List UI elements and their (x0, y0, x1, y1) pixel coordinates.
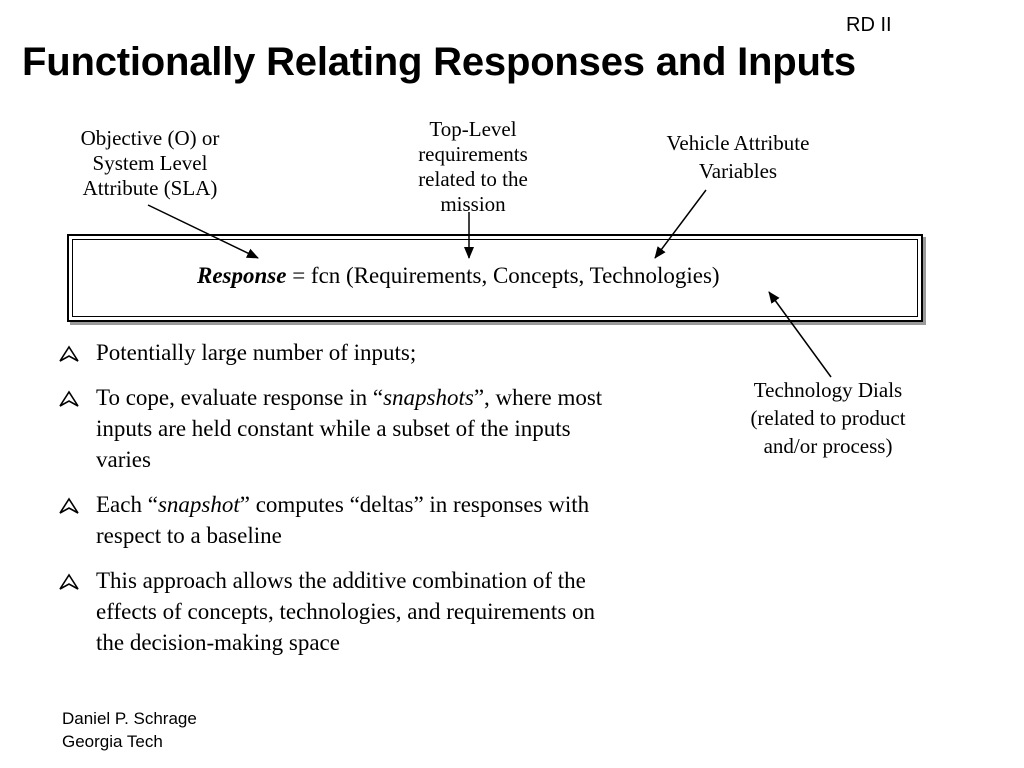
hollow-arrowhead-icon (58, 345, 80, 363)
label-line: Top-Level (429, 117, 517, 141)
bullet-text: ” computes “deltas” in responses with respect to a baseline (96, 492, 590, 548)
bullet-item (58, 337, 618, 368)
label-line: (related to product (750, 406, 906, 430)
label-line: requirements (418, 142, 528, 166)
label-line: Variables (698, 159, 778, 183)
label-line: and/or process) (763, 434, 893, 458)
footer (62, 707, 197, 753)
bullet-text: ”, where most inputs are held constant while a subset of the inputs varies (96, 385, 603, 472)
hollow-arrowhead-icon (58, 497, 80, 515)
bullet-text: This approach allows the additive combination of the effects of concepts, technologies, and requirements on the decision-making space (96, 568, 596, 655)
pointer-arrow-icon (148, 205, 258, 258)
equation-function: = fcn (Requirements, Concepts, Technologies) (286, 263, 720, 288)
footer-institution: Georgia Tech (62, 732, 163, 751)
bullet-emphasis: snapshots (383, 385, 474, 410)
bullet-text: Each “ (96, 492, 158, 517)
label-line: System Level (92, 151, 208, 175)
label-line: mission (440, 192, 506, 216)
bullet-text: To cope, evaluate response in “ (96, 385, 384, 410)
bullet-item (58, 382, 618, 475)
equation-response-term: Response (197, 263, 287, 288)
bullet-item (58, 489, 618, 551)
slide-title: Functionally Relating Responses and Inputs (22, 40, 856, 84)
bullet-text: Potentially large number of inputs; (96, 340, 417, 365)
label-line: related to the (418, 167, 528, 191)
label-line: Technology Dials (753, 378, 903, 402)
bullet-emphasis: snapshot (157, 492, 240, 517)
footer-author: Daniel P. Schrage (62, 709, 197, 728)
hollow-arrowhead-icon (58, 390, 80, 408)
label-line: Objective (O) or (80, 126, 220, 150)
label-line: Attribute (SLA) (82, 176, 218, 200)
label-line: Vehicle Attribute (666, 131, 810, 155)
pointer-arrow-icon (655, 190, 706, 258)
bullet-item (58, 565, 618, 658)
bullet-list (58, 337, 618, 672)
pointer-arrow-icon (769, 292, 831, 377)
slide-tag: RD II (846, 14, 892, 36)
hollow-arrowhead-icon (58, 573, 80, 591)
